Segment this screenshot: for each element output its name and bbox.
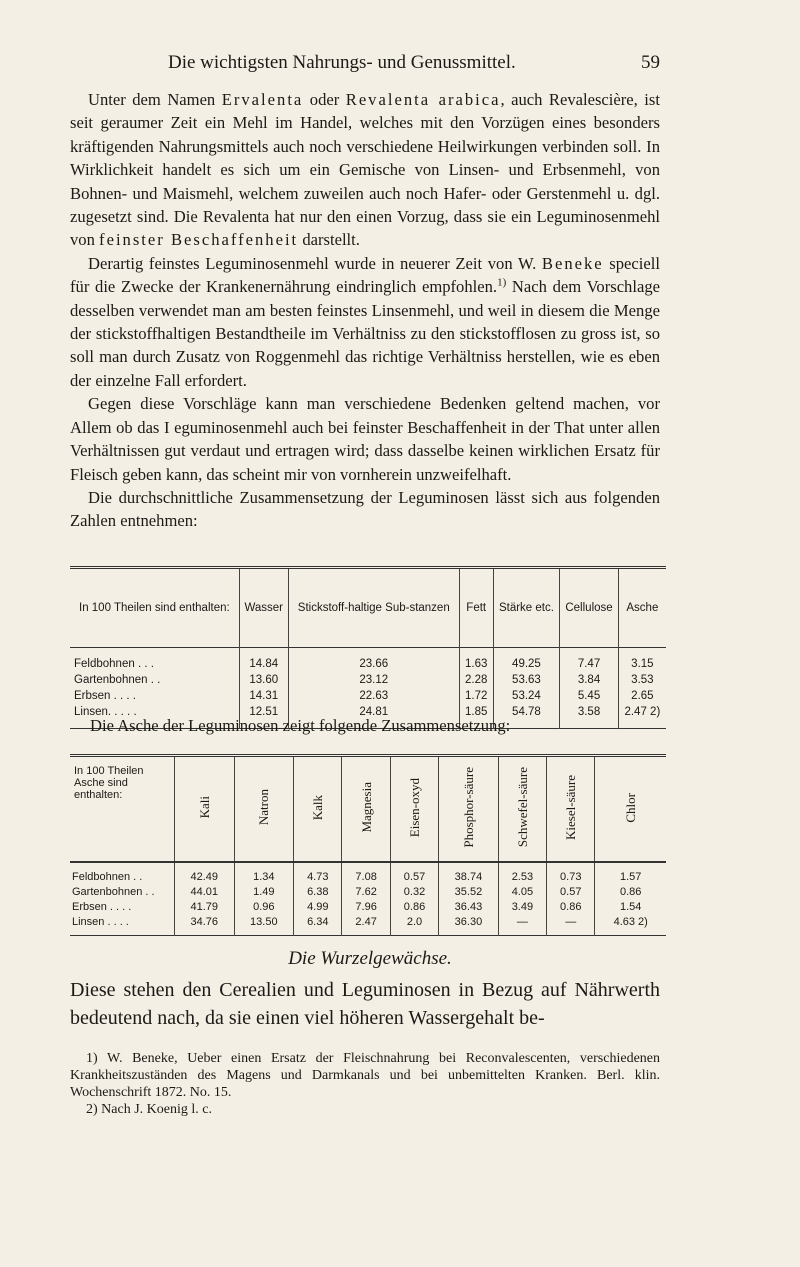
main-text xyxy=(70,88,660,533)
t2-header-7: Schwefel-säure xyxy=(498,756,546,863)
table-cell: 1.34 xyxy=(234,862,294,884)
table-cell: 14.31 xyxy=(239,688,288,704)
t1-header-0: In 100 Theilen sind enthalten: xyxy=(79,602,230,614)
paragraph-1: Unter dem Namen Ervalenta oder Revalenta arabica, auch Revalescière, ist seit geraumer Zeit ein Mehl im Handel, welches mit den Vorzügen eines besonders kräftigenden Nahrungsmittels auch noch verschiedene Heilwirkungen verbinden soll. In Wirklichkeit handelt es sich um ein Gemische von Linsen- und Erbsenmehl, von Bohnen- und Maismehl, welchem zuweilen auch noch Hafer- oder Gerstenmehl u. dgl. zugesetzt sind. Die Revalenta hat nur den einen Vorzug, dass sie ein Leguminosenmehl von feinster Beschaffenheit darstellt. xyxy=(70,90,660,250)
table-cell: 2.0 xyxy=(390,914,438,936)
table-cell: 2.53 xyxy=(498,862,546,884)
table-cell: 35.52 xyxy=(439,884,499,899)
table-cell: 2.47 xyxy=(342,914,390,936)
table-cell: 36.43 xyxy=(439,899,499,914)
table-row xyxy=(70,648,666,673)
table-cell: 0.57 xyxy=(547,884,595,899)
table-cell: 3.58 xyxy=(560,704,618,729)
ash-intro: Die Asche der Leguminosen zeigt folgende Zusammensetzung: xyxy=(90,716,511,735)
table-row xyxy=(70,914,666,936)
t2-header-0: In 100 Theilen Asche sind enthalten: xyxy=(74,765,144,801)
table-cell: — xyxy=(547,914,595,936)
paragraph-4: Die durchschnittliche Zusammensetzung der Leguminosen lässt sich aus folgenden Zahlen entnehmen: xyxy=(70,487,660,531)
table-cell: 0.86 xyxy=(390,899,438,914)
t2-header-8: Kiesel-säure xyxy=(547,756,595,863)
table-cell: 23.66 xyxy=(288,648,459,673)
table-cell: 1.85 xyxy=(459,704,493,729)
table-cell: Linsen . . . . xyxy=(72,915,129,928)
t2-header-2: Natron xyxy=(234,756,294,863)
table-cell: 42.49 xyxy=(175,862,235,884)
table-cell: 1.63 xyxy=(459,648,493,673)
table-cell: 5.45 xyxy=(560,688,618,704)
section-heading: Die Wurzelgewächse. xyxy=(288,948,452,969)
table-cell: 24.81 xyxy=(288,704,459,729)
table-cell: 0.86 xyxy=(595,884,666,899)
table-cell: 7.47 xyxy=(560,648,618,673)
table-cell: 12.51 xyxy=(239,704,288,729)
table-cell: 53.24 xyxy=(493,688,560,704)
table-cell: Gartenbohnen . . xyxy=(74,674,161,686)
table-cell: Erbsen . . . . xyxy=(74,690,136,702)
table-row xyxy=(70,862,666,884)
table-cell: Gartenbohnen . . xyxy=(72,885,155,898)
table-cell: 38.74 xyxy=(439,862,499,884)
table-cell: Linsen. . . . . xyxy=(74,706,137,718)
table-cell: 3.53 xyxy=(618,672,666,688)
footnote-ref[interactable]: 1) xyxy=(497,276,507,289)
paragraph-5: Diese stehen den Cerealien und Leguminosen in Bezug auf Nährwerth bedeutend nach, da sie einen viel höheren Wassergehalt be- xyxy=(70,979,660,1029)
table-cell: 3.15 xyxy=(618,648,666,673)
table-cell: 13.60 xyxy=(239,672,288,688)
table-cell: 3.84 xyxy=(560,672,618,688)
t2-header-3: Kalk xyxy=(294,756,342,863)
table-cell: 41.79 xyxy=(175,899,235,914)
table-cell: 2.47 2) xyxy=(618,704,666,729)
table-cell: Erbsen . . . . xyxy=(72,900,132,913)
footnote-1: 1) W. Beneke, Ueber einen Ersatz der Fleischnahrung bei Reconvalescenten, verschiedenen Krankheitszuständen des Magens und Darmkanals und bei unbemittelten Kranken. Berl. klin. Wochenschrift 1872. No. 15. xyxy=(70,1051,660,1100)
table-cell: 4.05 xyxy=(498,884,546,899)
paragraph-3: Gegen diese Vorschläge kann man verschiedene Bedenken geltend machen, vor Allem ob das I eguminosenmehl auch bei feinster Beschaffenheit in der That unter allen Verhältnissen gut verdaut und ertragen wird; dass dasselbe keinen wirklichen Ersatz für Fleisch geben kann, das scheint mir von vornherein unzweifelhaft. xyxy=(70,394,660,484)
table-row xyxy=(70,899,666,914)
footnote-2: 2) Nach J. Koenig l. c. xyxy=(86,1102,212,1117)
table-cell: 0.96 xyxy=(234,899,294,914)
running-header xyxy=(168,52,660,78)
table-cell: 0.73 xyxy=(547,862,595,884)
t1-header-1: Wasser xyxy=(239,568,288,648)
t1-header-6: Asche xyxy=(618,568,666,648)
table-cell: 14.84 xyxy=(239,648,288,673)
table-cell: 1.54 xyxy=(595,899,666,914)
table-cell: Feldbohnen . . . xyxy=(74,658,154,670)
table-cell: 53.63 xyxy=(493,672,560,688)
table-cell: 4.99 xyxy=(294,899,342,914)
table-cell: 0.86 xyxy=(547,899,595,914)
table-cell: 49.25 xyxy=(493,648,560,673)
t2-header-6: Phosphor-säure xyxy=(439,756,499,863)
t1-header-5: Cellulose xyxy=(560,568,618,648)
table-cell: 4.63 2) xyxy=(595,914,666,936)
table-cell: 1.72 xyxy=(459,688,493,704)
table-cell: 13.50 xyxy=(234,914,294,936)
table-cell: 6.34 xyxy=(294,914,342,936)
table-cell: 36.30 xyxy=(439,914,499,936)
ash-table xyxy=(70,754,666,936)
table-cell: 7.62 xyxy=(342,884,390,899)
table-cell: 1.49 xyxy=(234,884,294,899)
table-cell: 1.57 xyxy=(595,862,666,884)
table-cell: 0.57 xyxy=(390,862,438,884)
table-cell: 22.63 xyxy=(288,688,459,704)
paragraph-2: Derartig feinstes Leguminosenmehl wurde in neuerer Zeit von W. Beneke speciell für die Zwecke der Krankenernährung eindringlich empfohlen.$^{1)}$ Nach dem Vorschlage desselben verwendet man am besten feinstes Linsenmehl, und weil in diesem die Menge der stickstoffhaltigen Bestandtheile im Verhältniss zu den stickstofflosen zu gross ist, so soll man durch Zusatz von Roggenmehl das richtige Verhältniss herstellen, wie es eben der einzelne Fall erfordert. xyxy=(70,253,660,390)
table-cell: 7.08 xyxy=(342,862,390,884)
footnotes xyxy=(70,1050,660,1118)
t2-header-5: Eisen-oxyd xyxy=(390,756,438,863)
table-cell: 6.38 xyxy=(294,884,342,899)
table-cell: 2.65 xyxy=(618,688,666,704)
table-cell: 54.78 xyxy=(493,704,560,729)
table-row xyxy=(70,688,666,704)
composition-table xyxy=(70,566,666,729)
t1-header-4: Stärke etc. xyxy=(493,568,560,648)
table-cell: 2.28 xyxy=(459,672,493,688)
table-cell: Feldbohnen . . xyxy=(72,870,143,883)
table-row xyxy=(70,672,666,688)
table-cell: 3.49 xyxy=(498,899,546,914)
page-number: 59 xyxy=(641,52,660,73)
table-cell: 23.12 xyxy=(288,672,459,688)
t2-header-9: Chlor xyxy=(595,756,666,863)
table-cell: 7.96 xyxy=(342,899,390,914)
table-cell: — xyxy=(498,914,546,936)
t1-header-2: Stickstoff-haltige Sub-stanzen xyxy=(288,568,459,648)
table-cell: 4.73 xyxy=(294,862,342,884)
table-cell: 34.76 xyxy=(175,914,235,936)
t2-header-1: Kali xyxy=(175,756,235,863)
t2-header-4: Magnesia xyxy=(342,756,390,863)
table-cell: 44.01 xyxy=(175,884,235,899)
table-row xyxy=(70,884,666,899)
t1-header-3: Fett xyxy=(459,568,493,648)
table-cell: 0.32 xyxy=(390,884,438,899)
header-title: Die wichtigsten Nahrungs- und Genussmittel. xyxy=(168,52,516,73)
